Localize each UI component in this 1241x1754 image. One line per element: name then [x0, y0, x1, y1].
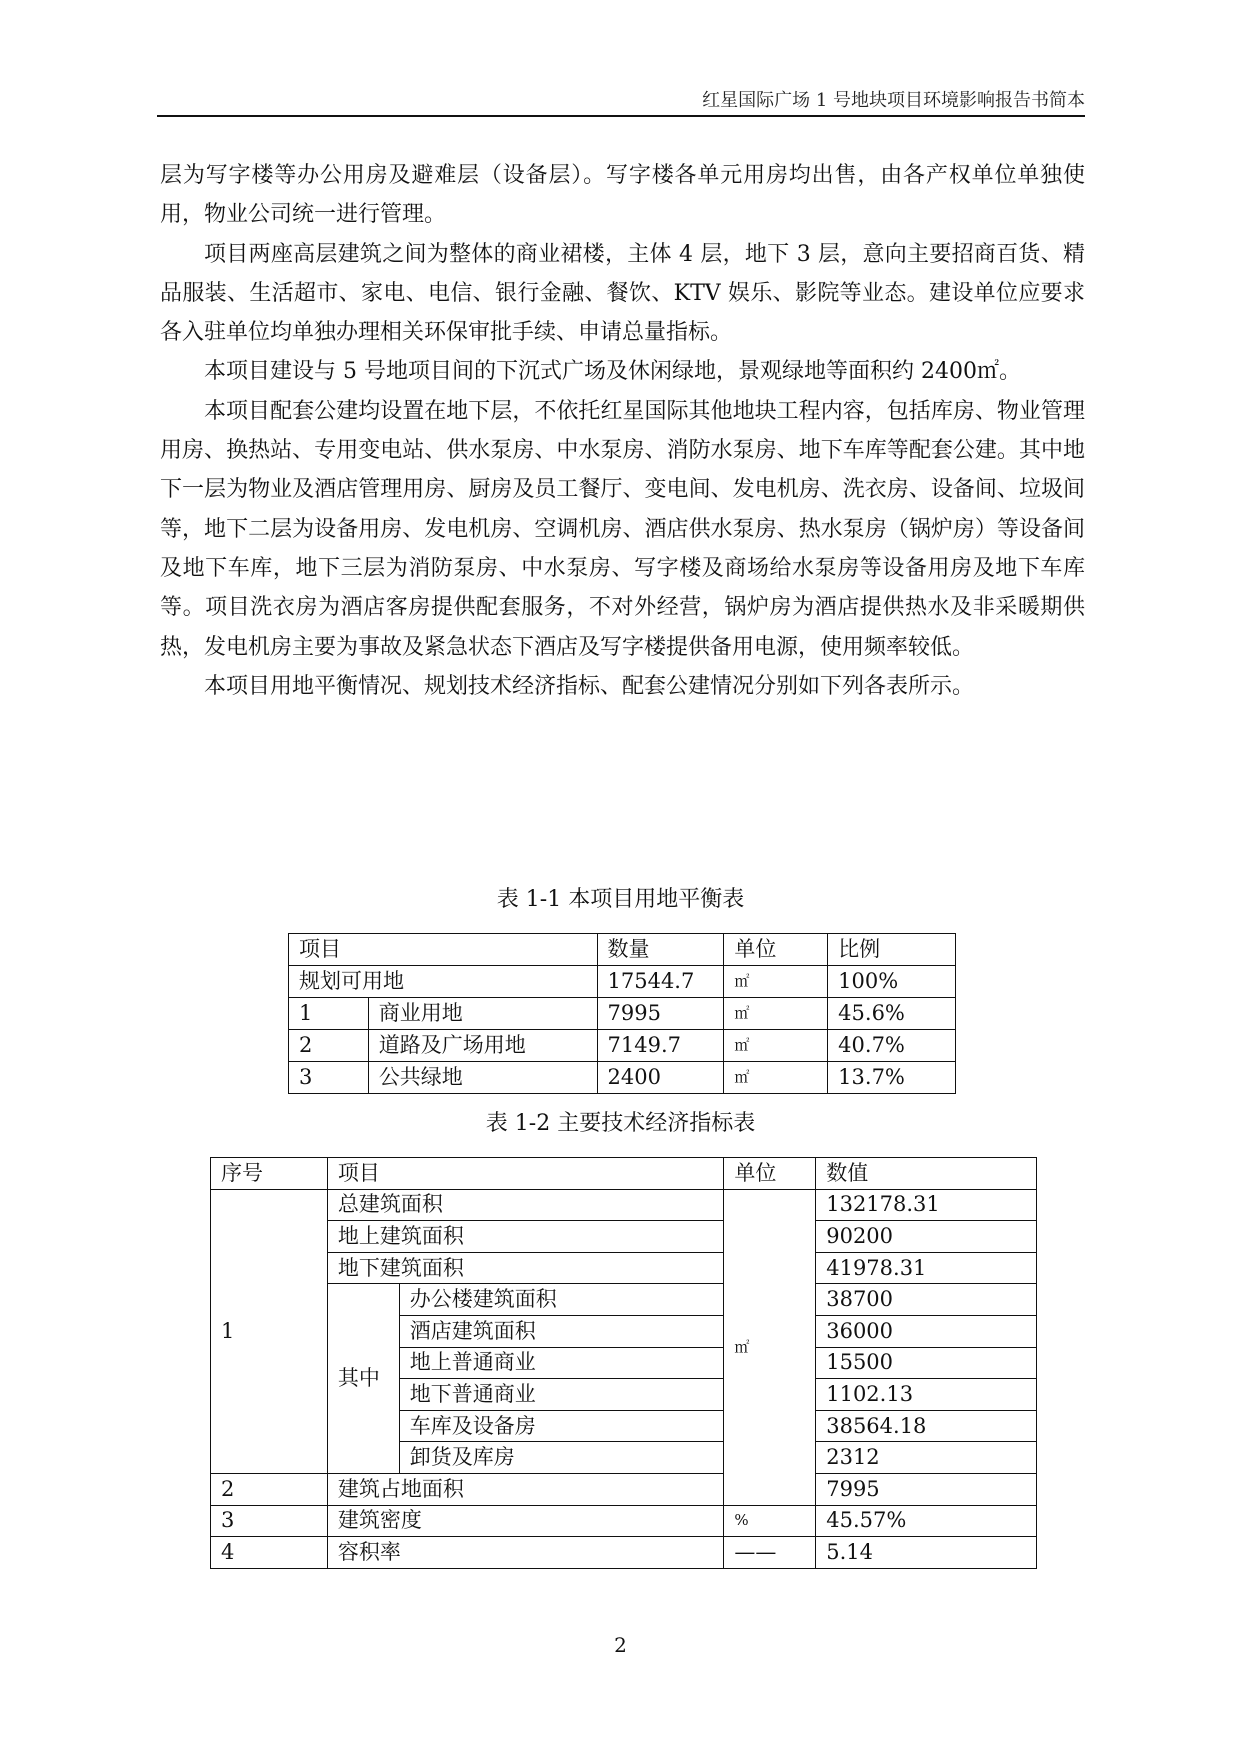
running-header: 红星国际广场 1 号地块项目环境影响报告书简本	[702, 90, 1085, 111]
table-header-row	[211, 1158, 1037, 1190]
cell: ㎡	[724, 1062, 828, 1094]
cell: 132178.31	[816, 1189, 1037, 1221]
cell: 4	[211, 1537, 328, 1569]
cell: 卸货及库房	[399, 1442, 724, 1474]
table-row	[211, 1505, 1037, 1537]
cell: 3	[211, 1505, 328, 1537]
cell: 41978.31	[816, 1252, 1037, 1284]
cell: 5.14	[816, 1537, 1037, 1569]
cell: 商业用地	[368, 998, 597, 1030]
cell: 1	[289, 998, 369, 1030]
cell: 建筑密度	[327, 1505, 724, 1537]
cell: ㎡	[724, 998, 828, 1030]
header-cell: 序号	[211, 1158, 328, 1190]
cell: 100%	[828, 966, 956, 998]
cell: ㎡	[724, 1030, 828, 1062]
header-cell: 单位	[724, 1158, 816, 1190]
cell: 38700	[816, 1284, 1037, 1316]
table-row	[211, 1252, 1037, 1284]
table-row	[289, 998, 956, 1030]
cell: 45.57%	[816, 1505, 1037, 1537]
cell: 45.6%	[828, 998, 956, 1030]
cell: 容积率	[327, 1537, 724, 1569]
header-cell: 比例	[828, 934, 956, 966]
table1-caption: 表 1-1 本项目用地平衡表	[496, 887, 745, 912]
header-cell: 数量	[597, 934, 724, 966]
cell: 地上普通商业	[399, 1347, 724, 1379]
cell: 2	[289, 1030, 369, 1062]
cell: 道路及广场用地	[368, 1030, 597, 1062]
paragraph: 层为写字楼等办公用房及避难层（设备层）。写字楼各单元用房均出售，由各产权单位单独使用，物业公司统一进行管理。	[160, 163, 1085, 228]
header-cell: 项目	[289, 934, 598, 966]
cell: 公共绿地	[368, 1062, 597, 1094]
header-cell: 项目	[327, 1158, 724, 1190]
cell: 15500	[816, 1347, 1037, 1379]
cell: 1102.13	[816, 1379, 1037, 1411]
cell: 7995	[597, 998, 724, 1030]
cell: 36000	[816, 1315, 1037, 1347]
cell: 办公楼建筑面积	[399, 1284, 724, 1316]
cell: ㎡	[724, 1189, 816, 1505]
header-cell: 数值	[816, 1158, 1037, 1190]
table-row	[211, 1473, 1037, 1505]
tech-economic-table	[210, 1157, 1037, 1569]
paragraph: 项目两座高层建筑之间为整体的商业裙楼，主体 4 层，地下 3 层，意向主要招商百货、精品服装、生活超市、家电、电信、银行金融、餐饮、KTV 娱乐、影院等业态。建设单位应要求各入驻单位均单独办理相关环保审批手续、申请总量指标。	[160, 241, 1085, 346]
table-row	[289, 1062, 956, 1094]
header-rule	[157, 115, 1085, 117]
cell: 1	[211, 1189, 328, 1473]
paragraph: 本项目用地平衡情况、规划技术经济指标、配套公建情况分别如下列各表所示。	[204, 673, 975, 699]
cell: 建筑占地面积	[327, 1473, 724, 1505]
header-cell: 单位	[724, 934, 828, 966]
cell: 13.7%	[828, 1062, 956, 1094]
cell: 总建筑面积	[327, 1189, 724, 1221]
cell: 2	[211, 1473, 328, 1505]
cell: 90200	[816, 1221, 1037, 1253]
body-text	[160, 156, 1085, 706]
cell: 其中	[327, 1284, 399, 1474]
cell: 酒店建筑面积	[399, 1315, 724, 1347]
table-row	[211, 1537, 1037, 1569]
cell: 车库及设备房	[399, 1410, 724, 1442]
cell: 规划可用地	[289, 966, 598, 998]
cell: 38564.18	[816, 1410, 1037, 1442]
cell: 7149.7	[597, 1030, 724, 1062]
table-header-row	[289, 934, 956, 966]
table-row	[211, 1284, 1037, 1316]
cell: 40.7%	[828, 1030, 956, 1062]
cell: %	[724, 1505, 816, 1537]
table-row	[211, 1221, 1037, 1253]
page-number: 2	[614, 1633, 627, 1657]
cell: 3	[289, 1062, 369, 1094]
cell: 地下建筑面积	[327, 1252, 724, 1284]
paragraph: 本项目配套公建均设置在地下层，不依托红星国际其他地块工程内容，包括库房、物业管理用房、换热站、专用变电站、供水泵房、中水泵房、消防水泵房、地下车库等配套公建。其中地下一层为物业及酒店管理用房、厨房及员工餐厅、变电间、发电机房、洗衣房、设备间、垃圾间等，地下二层为设备用房、发电机房、空调机房、酒店供水泵房、热水泵房（锅炉房）等设备间及地下车库，地下三层为消防泵房、中水泵房、写字楼及商场给水泵房等设备用房及地下车库等。项目洗衣房为酒店客房提供配套服务，不对外经营，锅炉房为酒店提供热水及非采暖期供热，发电机房主要为事故及紧急状态下酒店及写字楼提供备用电源，使用频率较低。	[160, 398, 1085, 660]
table2-caption: 表 1-2 主要技术经济指标表	[485, 1111, 756, 1136]
cell: ㎡	[724, 966, 828, 998]
cell: 2400	[597, 1062, 724, 1094]
land-balance-table	[288, 933, 956, 1094]
cell: ——	[724, 1537, 816, 1569]
cell: 2312	[816, 1442, 1037, 1474]
cell: 地下普通商业	[399, 1379, 724, 1411]
table-row	[289, 966, 956, 998]
table-row	[211, 1189, 1037, 1221]
cell: 17544.7	[597, 966, 724, 998]
table-row	[289, 1030, 956, 1062]
cell: 地上建筑面积	[327, 1221, 724, 1253]
paragraph: 本项目建设与 5 号地项目间的下沉式广场及休闲绿地，景观绿地等面积约 2400㎡。	[204, 359, 1021, 385]
cell: 7995	[816, 1473, 1037, 1505]
